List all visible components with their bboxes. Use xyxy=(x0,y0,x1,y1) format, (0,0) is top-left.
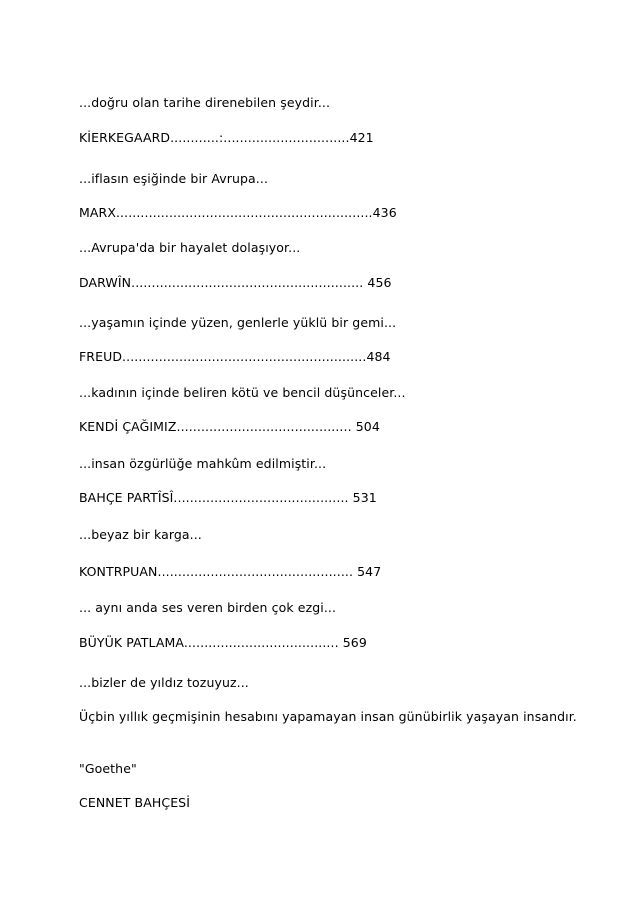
toc-entry: KENDİ ÇAĞIMIZ........................................... 504 xyxy=(79,419,380,434)
text-line: ...bizler de yıldız tozuyuz... xyxy=(79,675,249,690)
section-title: CENNET BAHÇESİ xyxy=(79,795,191,810)
text-line: ...insan özgürlüğe mahkûm edilmiştir... xyxy=(79,456,327,471)
text-line: ...Avrupa'da bir hayalet dolaşıyor... xyxy=(79,240,301,255)
text-line: ...doğru olan tarihe direnebilen şeydir... xyxy=(79,95,331,110)
toc-entry: KİERKEGAARD............:...............................421 xyxy=(79,130,374,145)
toc-entry: MARX...............................................................436 xyxy=(79,205,397,220)
quote-author: "Goethe" xyxy=(79,761,137,776)
toc-entry: BÜYÜK PATLAMA...................................... 569 xyxy=(79,635,367,650)
toc-entry: KONTRPUAN................................................ 547 xyxy=(79,564,382,579)
text-line: ... aynı anda ses veren birden çok ezgi... xyxy=(79,600,337,615)
text-line: ...beyaz bir karga... xyxy=(79,527,202,542)
toc-entry: FREUD............................................................484 xyxy=(79,349,391,364)
quote-line: Üçbin yıllık geçmişinin hesabını yapamayan insan günübirlik yaşayan insandır. xyxy=(79,709,577,724)
text-line: ...iflasın eşiğinde bir Avrupa... xyxy=(79,171,269,186)
toc-entry: BAHÇE PARTÎSÎ........................................... 531 xyxy=(79,490,377,505)
text-line: ...kadının içinde beliren kötü ve bencil düşünceler... xyxy=(79,385,406,400)
toc-entry: DARWÎN......................................................... 456 xyxy=(79,275,392,290)
text-line: ...yaşamın içinde yüzen, genlerle yüklü bir gemi... xyxy=(79,315,397,330)
